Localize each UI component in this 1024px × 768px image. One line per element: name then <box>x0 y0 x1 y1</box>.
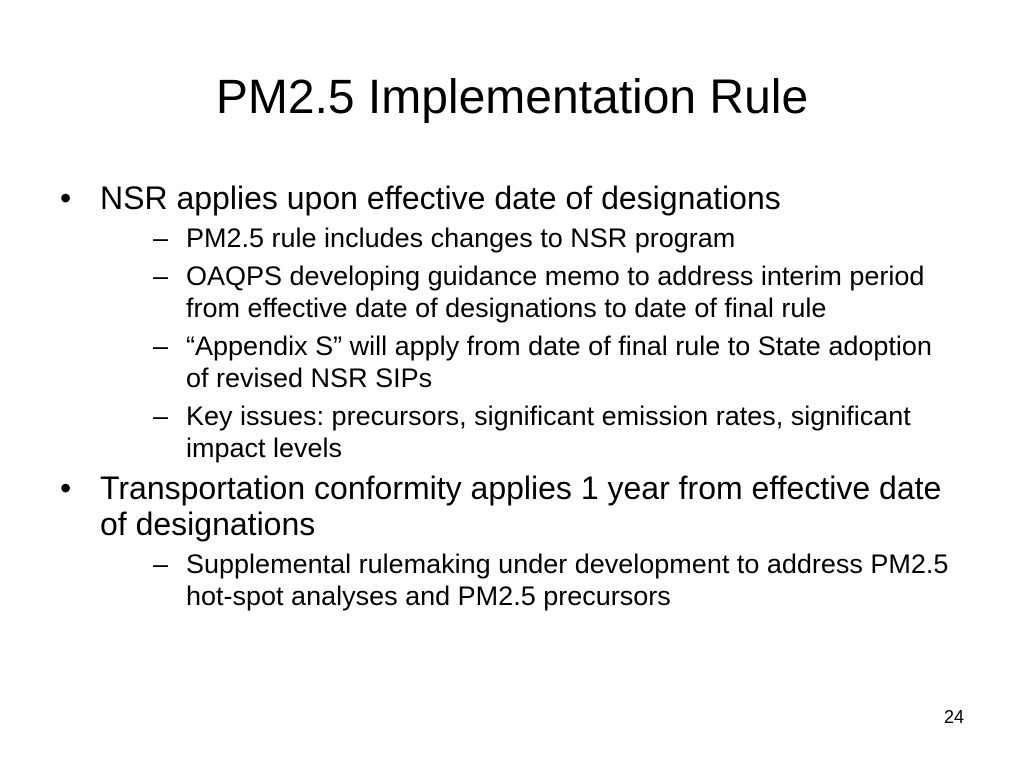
slide-content <box>60 180 960 618</box>
bullet-mark: • <box>60 180 72 216</box>
sub-bullet-text: “Appendix S” will apply from date of final rule to State adoption of revised NSR SIPs <box>186 331 932 393</box>
sub-list <box>100 548 960 612</box>
sub-bullet-text: PM2.5 rule includes changes to NSR program <box>186 223 736 253</box>
sub-bullet-text: Key issues: precursors, significant emission rates, significant impact levels <box>186 401 911 463</box>
bullet-mark: • <box>60 470 72 506</box>
sub-bullet-item <box>140 400 960 464</box>
sub-bullet-item <box>140 548 960 612</box>
sub-bullet-item <box>140 260 960 324</box>
bullet-item <box>60 470 960 612</box>
dash-mark: – <box>153 223 169 253</box>
bullet-item <box>60 180 960 464</box>
dash-mark: – <box>153 261 169 291</box>
sub-bullet-text: OAQPS developing guidance memo to address interim period from effective date of designations to date of final rule <box>186 261 925 323</box>
bullet-text: NSR applies upon effective date of designations <box>100 180 781 216</box>
sub-list <box>100 222 960 464</box>
sub-bullet-item <box>140 222 960 254</box>
sub-bullet-item <box>140 330 960 394</box>
slide-title: PM2.5 Implementation Rule <box>215 71 809 124</box>
dash-mark: – <box>153 331 169 361</box>
sub-bullet-text: Supplemental rulemaking under development to address PM2.5 hot-spot analyses and PM2.5 precursors <box>186 549 949 611</box>
bullet-text: Transportation conformity applies 1 year from effective date of designations <box>100 470 942 542</box>
slide-number: 24 <box>943 707 964 727</box>
dash-mark: – <box>153 401 169 431</box>
dash-mark: – <box>153 549 169 579</box>
